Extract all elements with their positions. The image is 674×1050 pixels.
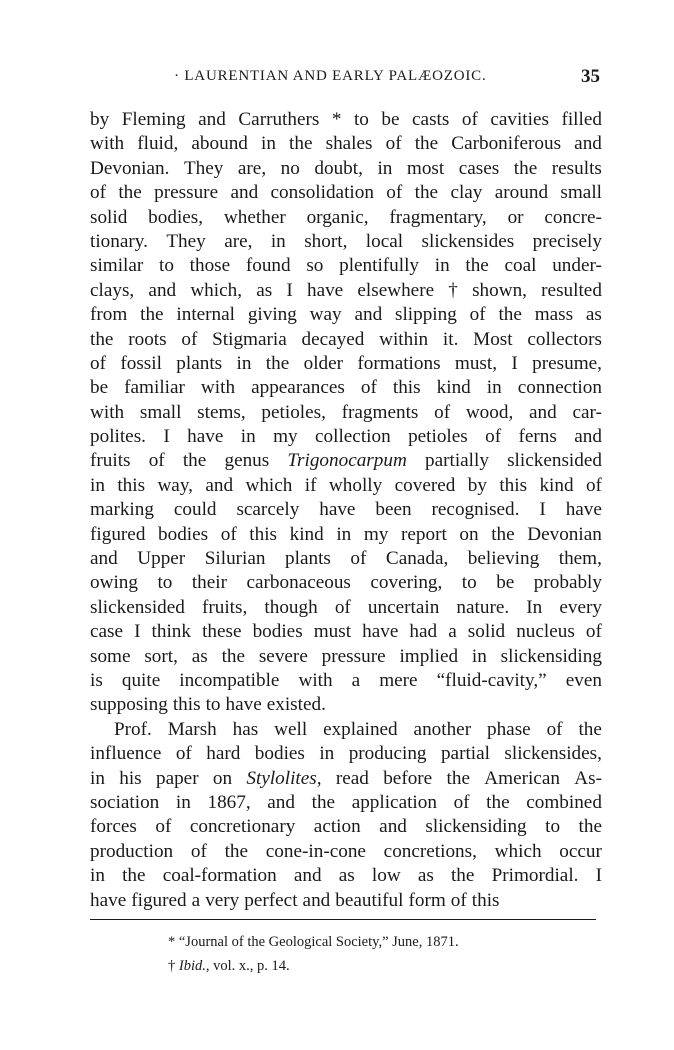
text-line: in this way, and which if wholly covered by this kind of bbox=[90, 474, 602, 496]
text-line: forces of concretionary action and slickensiding to the bbox=[90, 816, 602, 838]
running-title: · LAURENTIAN AND EARLY PALÆOZOIC. bbox=[174, 68, 487, 84]
text-line: some sort, as the severe pressure implied in slickensiding bbox=[90, 645, 602, 667]
text-line: is quite incompatible with a mere “fluid-cavity,” even bbox=[90, 669, 602, 691]
page-number: 35 bbox=[581, 66, 600, 87]
text-line: of fossil plants in the older formations must, I presume, bbox=[90, 352, 602, 374]
text-line: production of the cone-in-cone concretions, which occur bbox=[90, 840, 602, 862]
text-line: with fluid, abound in the shales of the Carboniferous and bbox=[90, 133, 602, 155]
text-line: have figured a very perfect and beautiful form of this bbox=[90, 889, 500, 911]
text-line: Prof. Marsh has well explained another phase of the bbox=[114, 718, 602, 740]
text-line: with small stems, petioles, fragments of wood, and car- bbox=[90, 401, 602, 423]
text-line: similar to those found so plentifully in the coal under- bbox=[90, 255, 602, 277]
footnote: * “Journal of the Geological Society,” June, 1871. bbox=[168, 934, 459, 950]
text-line: polites. I have in my collection petioles of ferns and bbox=[90, 426, 602, 448]
text-line: influence of hard bodies in producing partial slickensides, bbox=[90, 743, 602, 765]
footnote: † Ibid., vol. x., p. 14. bbox=[168, 958, 290, 974]
text-line: and Upper Silurian plants of Canada, believing them, bbox=[90, 548, 602, 570]
text-line: slickensided fruits, though of uncertain nature. In every bbox=[90, 596, 602, 618]
text-line: clays, and which, as I have elsewhere † shown, resulted bbox=[90, 279, 602, 301]
page-header bbox=[90, 64, 600, 94]
text-line: marking could scarcely have been recognised. I have bbox=[90, 499, 602, 521]
body-text bbox=[90, 108, 602, 913]
text-line: case I think these bodies must have had a solid nucleus of bbox=[90, 621, 602, 643]
footnotes bbox=[168, 930, 459, 978]
text-line: Devonian. They are, no doubt, in most cases the results bbox=[90, 157, 602, 179]
text-line: in his paper on Stylolites, read before the American As- bbox=[90, 767, 602, 789]
text-line: sociation in 1867, and the application of the combined bbox=[90, 791, 602, 813]
text-line: tionary. They are, in short, local slickensides precisely bbox=[90, 230, 602, 252]
text-line: solid bodies, whether organic, fragmentary, or concre- bbox=[90, 206, 602, 228]
text-line: fruits of the genus Trigonocarpum partially slickensided bbox=[90, 450, 602, 472]
text-line: in the coal-formation and as low as the Primordial. I bbox=[90, 865, 602, 887]
text-line: supposing this to have existed. bbox=[90, 694, 326, 716]
text-line: owing to their carbonaceous covering, to be probably bbox=[90, 572, 602, 594]
text-line: of the pressure and consolidation of the clay around small bbox=[90, 182, 602, 204]
text-line: from the internal giving way and slipping of the mass as bbox=[90, 304, 602, 326]
footnote-rule bbox=[90, 919, 596, 920]
text-line: the roots of Stigmaria decayed within it. Most collectors bbox=[90, 328, 602, 350]
text-line: by Fleming and Carruthers * to be casts of cavities filled bbox=[90, 109, 602, 130]
text-line: be familiar with appearances of this kind in connection bbox=[90, 377, 602, 399]
text-line: figured bodies of this kind in my report on the Devonian bbox=[90, 523, 602, 545]
